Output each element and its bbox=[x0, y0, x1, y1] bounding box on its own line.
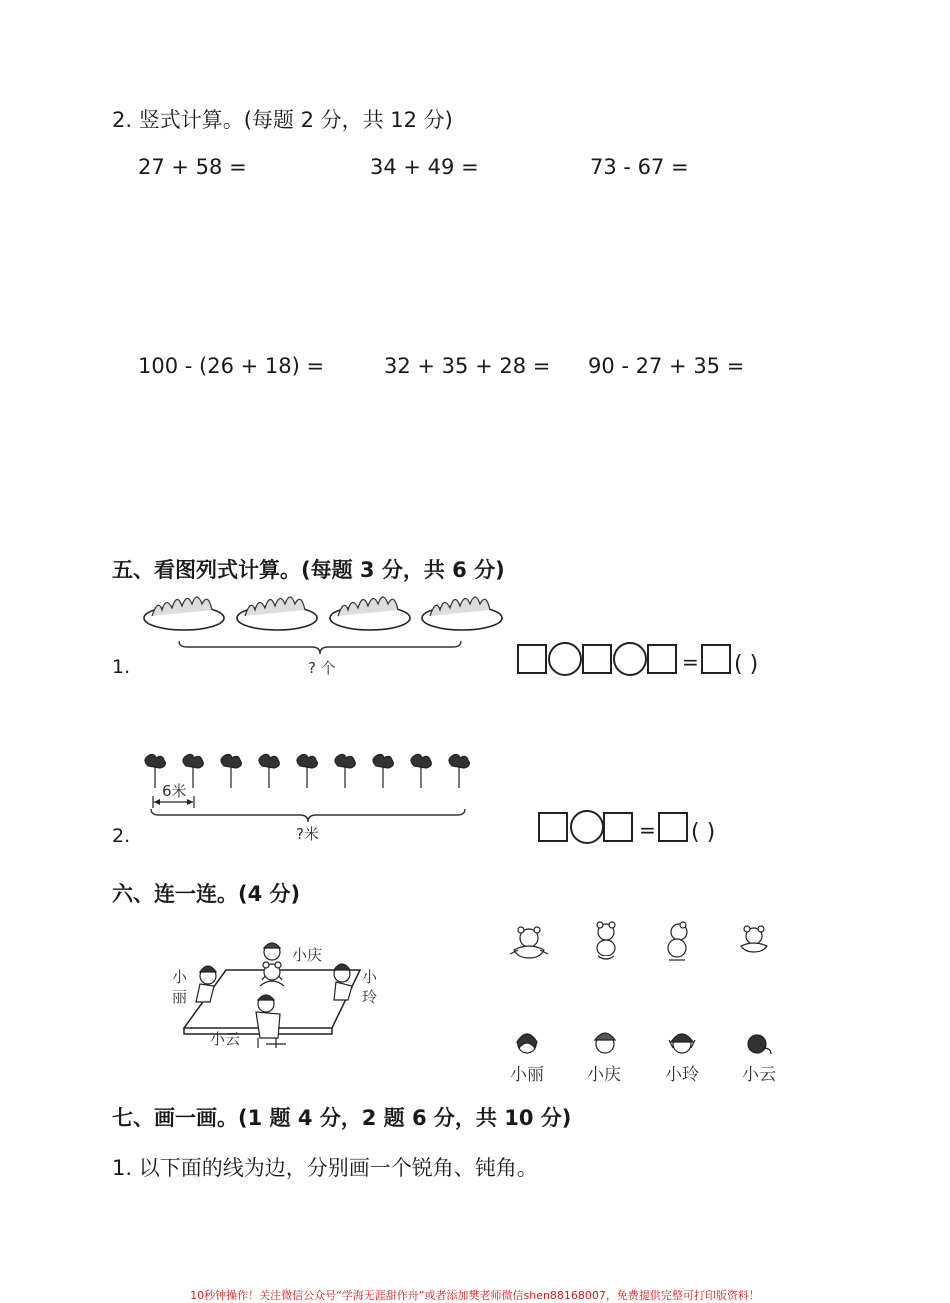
footer-notice: 10秒钟操作！关注微信公众号“学海无涯甜作舟”或者添加樊老师微信shen88168007，免费提供完整可打印版资料！ bbox=[190, 1289, 760, 1302]
answer-box[interactable] bbox=[647, 644, 677, 674]
section-7-title: 七、画一画。(1 题 4 分，2 题 6 分，共 10 分) bbox=[112, 1106, 572, 1130]
name-label-xiaoyun[interactable]: 小云 bbox=[742, 1065, 776, 1085]
brace-2 bbox=[150, 808, 466, 824]
child-head-xiaoli[interactable] bbox=[512, 1030, 542, 1056]
bear-view-4[interactable] bbox=[737, 924, 771, 954]
scene-label-xiaoling-1: 小 bbox=[362, 968, 378, 986]
name-label-xiaoli[interactable]: 小丽 bbox=[510, 1065, 544, 1085]
answer-box[interactable] bbox=[603, 812, 633, 842]
operator-circle[interactable] bbox=[570, 810, 604, 844]
result-box[interactable] bbox=[658, 812, 688, 842]
bear-view-3[interactable] bbox=[663, 920, 691, 964]
section-5-title: 五、看图列式计算。(每题 3 分，共 6 分) bbox=[112, 558, 505, 582]
expr-6: 90 - 27 + 35 = bbox=[588, 354, 745, 378]
plates-illustration bbox=[140, 592, 510, 634]
plate-2 bbox=[237, 597, 317, 630]
plate-4 bbox=[422, 597, 502, 630]
trees-illustration bbox=[140, 752, 480, 792]
name-label-xiaoqing[interactable]: 小庆 bbox=[587, 1065, 621, 1085]
table-scene-illustration bbox=[180, 940, 370, 1052]
child-head-xiaoyun[interactable] bbox=[743, 1030, 773, 1056]
expr-4: 100 - (26 + 18) = bbox=[138, 354, 325, 378]
scene-label-xiaoqing: 小庆 bbox=[292, 946, 323, 964]
answer-box[interactable] bbox=[582, 644, 612, 674]
plate-1 bbox=[144, 597, 224, 630]
answer-box[interactable] bbox=[517, 644, 547, 674]
scene-label-xiaoli-2: 丽 bbox=[172, 988, 188, 1006]
expr-3: 73 - 67 = bbox=[590, 155, 689, 179]
q2-title: 2. 竖式计算。(每题 2 分，共 12 分) bbox=[112, 108, 453, 132]
scene-label-xiaoling-2: 玲 bbox=[362, 988, 378, 1006]
operator-circle[interactable] bbox=[613, 642, 647, 676]
equals-sign: = bbox=[682, 650, 699, 674]
answer-box[interactable] bbox=[538, 812, 568, 842]
plate-3 bbox=[330, 597, 410, 630]
child-head-xiaoqing[interactable] bbox=[591, 1030, 619, 1056]
section-6-title: 六、连一连。(4 分) bbox=[112, 882, 301, 906]
unit-paren[interactable]: ( ) bbox=[734, 652, 759, 677]
problem-2-number: 2. bbox=[112, 825, 131, 847]
child-head-xiaoling[interactable] bbox=[665, 1030, 699, 1056]
bear-view-2[interactable] bbox=[590, 920, 622, 962]
bear-view-1[interactable] bbox=[508, 924, 550, 962]
section-7-question-1: 1. 以下面的线为边，分别画一个锐角、钝角。 bbox=[112, 1156, 538, 1180]
scene-label-xiaoyun: 小云 bbox=[210, 1030, 241, 1048]
problem-1-number: 1. bbox=[112, 656, 131, 678]
brace-1-label: ? 个 bbox=[308, 659, 336, 677]
distance-label: 6米 bbox=[162, 782, 187, 800]
result-box[interactable] bbox=[701, 644, 731, 674]
expr-1: 27 + 58 = bbox=[138, 155, 247, 179]
expr-2: 34 + 49 = bbox=[370, 155, 479, 179]
tree bbox=[145, 754, 469, 788]
name-label-xiaoling[interactable]: 小玲 bbox=[665, 1065, 699, 1085]
operator-circle[interactable] bbox=[548, 642, 582, 676]
unit-paren[interactable]: ( ) bbox=[691, 820, 716, 845]
brace-2-label: ?米 bbox=[296, 825, 319, 843]
equals-sign: = bbox=[639, 818, 656, 842]
expr-5: 32 + 35 + 28 = bbox=[384, 354, 551, 378]
brace-1 bbox=[178, 640, 462, 656]
scene-label-xiaoli-1: 小 bbox=[172, 968, 188, 986]
